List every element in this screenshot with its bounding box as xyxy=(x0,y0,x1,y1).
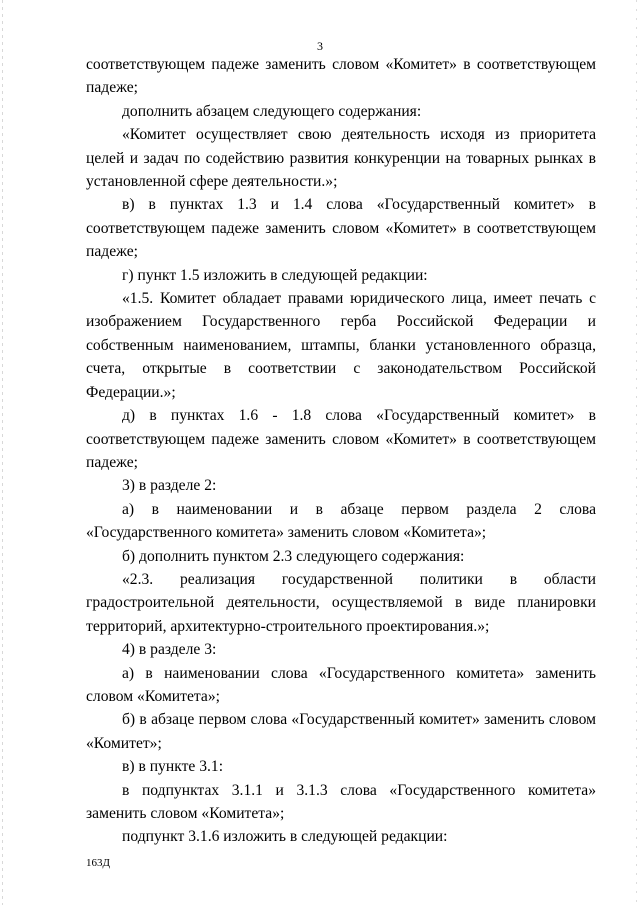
paragraph-1: соответствующем падеже заменить словом «Комитет» в соответствующем падеже; xyxy=(86,56,596,97)
page-number: 3 xyxy=(317,39,323,53)
scan-edge-left xyxy=(2,0,3,905)
paragraph-9: а) в наименовании и в абзаце первом раздела 2 слова «Государственного комитета» заменить словом «Комитета»; xyxy=(86,500,596,542)
paragraph-5: г) пункт 1.5 изложить в следующей редакции: xyxy=(122,266,428,284)
paragraph-15: в) в пункте 3.1: xyxy=(122,758,224,776)
document-body xyxy=(86,53,596,849)
scan-edge-right xyxy=(636,0,637,905)
paragraph-16: в подпунктах 3.1.1 и 3.1.3 слова «Государственного комитета» заменить словом «Комитета»; xyxy=(86,781,596,822)
document-code: 163Д xyxy=(86,857,111,869)
paragraph-11: «2.3. реализация государственной политики в области градостроительной деятельности, осуществляемой в виде планировки территорий, архитектурно-строительного проектирования.»; xyxy=(86,570,596,635)
paragraph-17: подпункт 3.1.6 изложить в следующей редакции: xyxy=(122,828,448,846)
paragraph-2: дополнить абзацем следующего содержания: xyxy=(122,102,422,120)
paragraph-6: «1.5. Комитет обладает правами юридического лица, имеет печать с изображением Государственного герба Российской Федерации и собственным наименованием, штампы, бланки установленного образца, счета, открытые в соответствии с законодательством Российской Федерации.»; xyxy=(86,290,596,401)
paragraph-10: б) дополнить пунктом 2.3 следующего содержания: xyxy=(122,547,465,565)
paragraph-7: д) в пунктах 1.6 - 1.8 слова «Государственный комитет» в соответствующем падеже заменить словом «Комитет» в соответствующем падеже; xyxy=(86,407,596,471)
paragraph-13: а) в наименовании слова «Государственного комитета» заменить словом «Комитета»; xyxy=(86,664,596,705)
paragraph-4: в) в пунктах 1.3 и 1.4 слова «Государственный комитет» в соответствующем падеже заменить словом «Комитет» в соответствующем падеже; xyxy=(86,196,596,261)
paragraph-8: 3) в разделе 2: xyxy=(122,477,217,495)
paragraph-14: б) в абзаце первом слова «Государственный комитет» заменить словом «Комитет»; xyxy=(86,711,596,752)
paragraph-12: 4) в разделе 3: xyxy=(122,641,217,659)
paragraph-3: «Комитет осуществляет свою деятельность исходя из приоритета целей и задач по содействию развития конкуренции на товарных рынках в установленной сфере деятельности.»; xyxy=(86,126,596,191)
